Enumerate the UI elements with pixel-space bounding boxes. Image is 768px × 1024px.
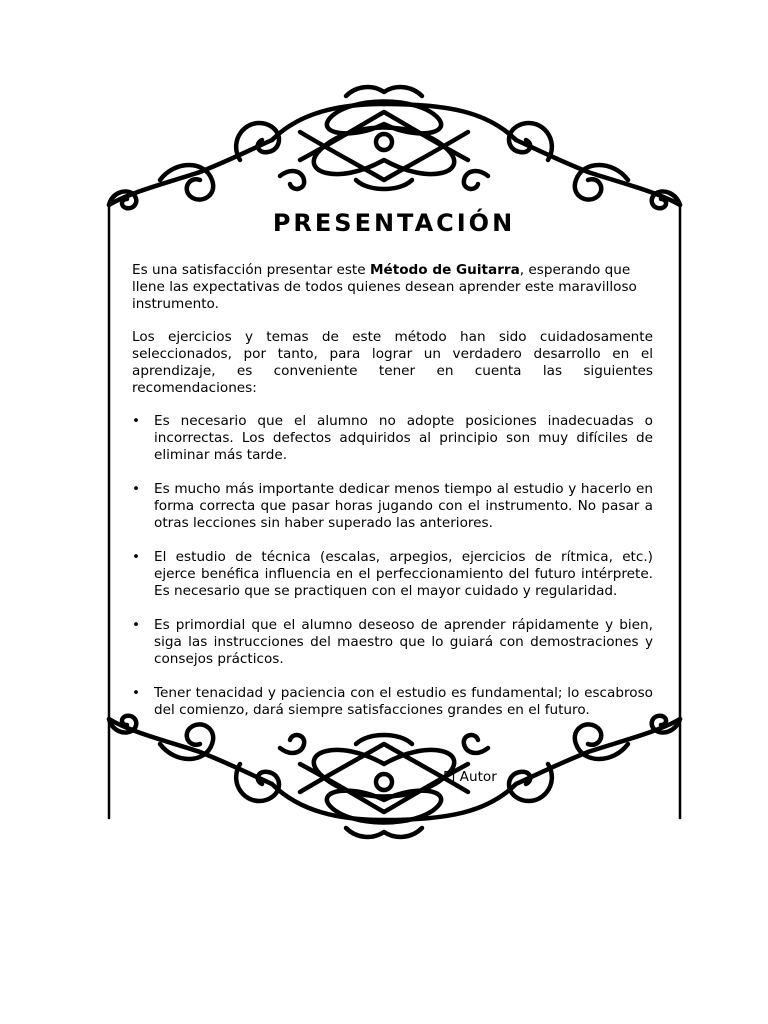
list-item <box>132 481 653 532</box>
author-signature: El Autor <box>443 769 497 785</box>
intro-text-after: , esperando que llene las expectativas de todos quienes desean aprender este maravilloso instrumento. <box>132 262 637 312</box>
list-item <box>132 685 653 719</box>
list-item-text: Es primordial que el alumno deseoso de aprender rápidamente y bien, siga las instrucciones del maestro que lo guiará con demostraciones y consejos prácticos. <box>154 617 653 667</box>
list-item-text: Tener tenacidad y paciencia con el estudio es fundamental; lo escabroso del comienzo, dará siempre satisfacciones grandes en el futuro. <box>154 685 653 718</box>
intro-text-before: Es una satisfacción presentar este <box>132 262 370 278</box>
bullet-icon: • <box>132 617 141 633</box>
bullet-icon: • <box>132 413 141 429</box>
list-item <box>132 617 653 668</box>
bullet-icon: • <box>132 549 141 565</box>
bullet-icon: • <box>132 685 141 701</box>
intro-bold-title: Método de Guitarra <box>369 262 520 278</box>
list-item-text: Es necesario que el alumno no adopte posiciones inadecuadas o incorrectas. Los defectos adquiridos al principio son muy difíciles de eliminar más tarde. <box>154 413 653 463</box>
recommendations-list <box>132 413 653 719</box>
recommendations-intro-paragraph: Los ejercicios y temas de este método han sido cuidadosamente seleccionados, por tanto, para lograr un verdadero desarrollo en el aprendizaje, es conveniente tener en cuenta las siguientes recomendaciones: <box>132 329 653 396</box>
list-item <box>132 413 653 464</box>
list-item <box>132 549 653 600</box>
intro-paragraph <box>132 262 653 313</box>
top-scroll-ornament <box>109 87 680 208</box>
list-item-text: Es mucho más importante dedicar menos tiempo al estudio y hacerlo en forma correcta que pasar horas jugando con el instrumento. No pasar a otras lecciones sin haber superado las anteriores. <box>154 481 653 531</box>
document-body <box>132 262 653 736</box>
list-item-text: El estudio de técnica (escalas, arpegios, ejercicios de rítmica, etc.) ejerce benéfica influencia en el perfeccionamiento del futuro intérprete. Es necesario que se practiquen con el mayor cuidado y regularidad. <box>154 549 653 599</box>
page-title: PRESENTACIÓN <box>272 209 516 237</box>
bullet-icon: • <box>132 481 141 497</box>
